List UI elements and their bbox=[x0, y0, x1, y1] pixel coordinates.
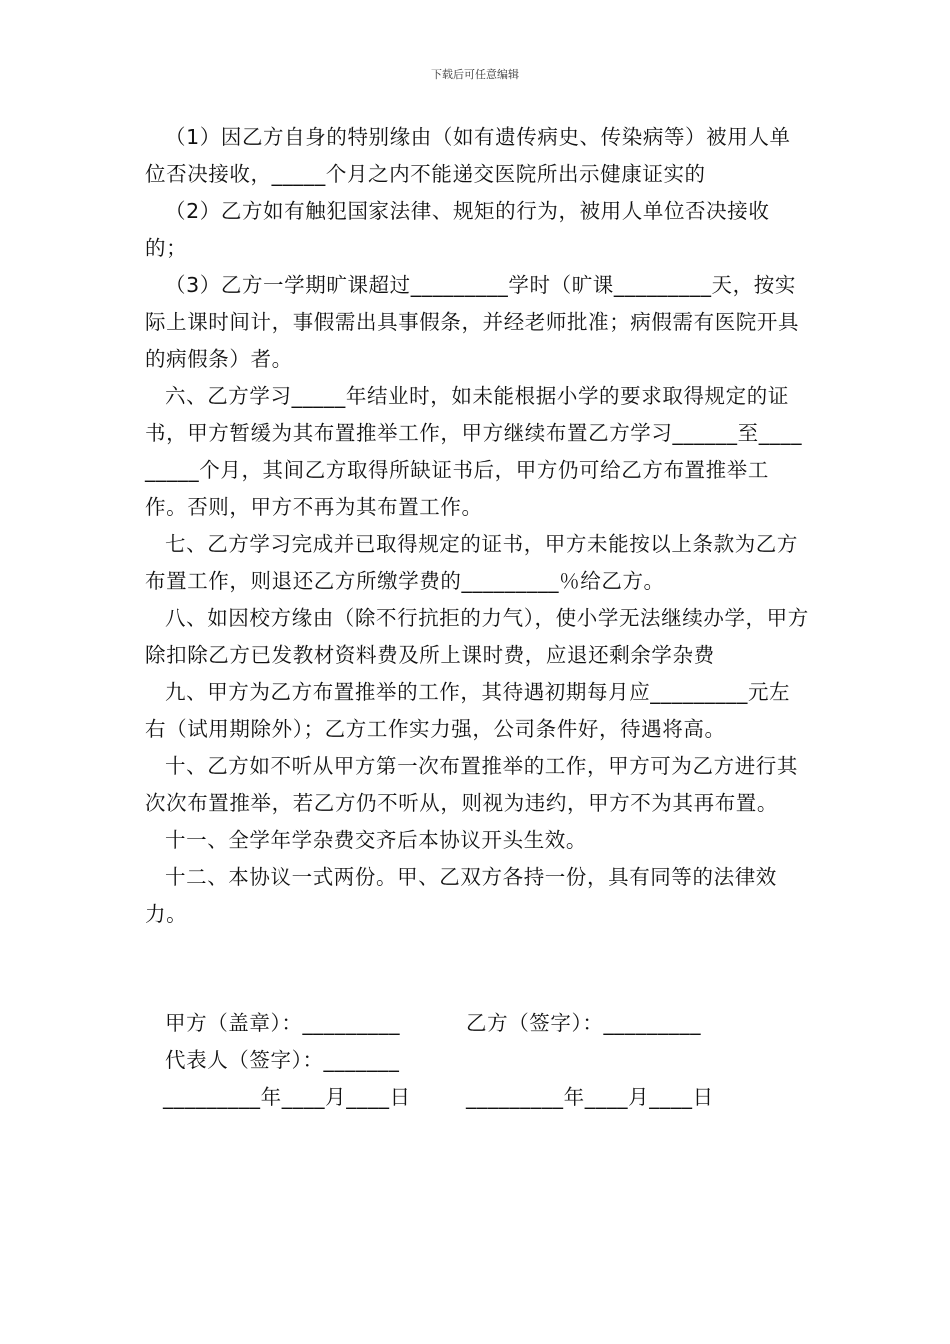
clause-paragraph: （1）因乙方自身的特别缘由（如有遗传病史、传染病等）被用人单位否决接收，_____个月之内不能递交医院所出示健康证实的 bbox=[145, 125, 791, 186]
page-header: 下载后可任意编辑 bbox=[431, 68, 519, 81]
party-b-signature-line: 乙方（签字）：_________ bbox=[466, 1011, 702, 1035]
clause-paragraph: 七、乙方学习完成并已取得规定的证书，甲方未能按以上条款为乙方布置工作，则退还乙方所缴学费的_________％给乙方。 bbox=[145, 532, 798, 593]
party-b-date-line: _________年____月____日 bbox=[466, 1085, 714, 1109]
clause-paragraph: 十二、本协议一式两份。甲、乙双方各持一份，具有同等的法律效力。 bbox=[145, 865, 777, 926]
clause-paragraph: 十、乙方如不听从甲方第一次布置推举的工作，甲方可为乙方进行其次次布置推举，若乙方仍不听从，则视为违约，甲方不为其再布置。 bbox=[145, 754, 798, 815]
document-body bbox=[145, 119, 810, 933]
party-a-seal-line: 甲方（盖章）：_________ bbox=[165, 1011, 401, 1035]
clause-paragraph: （3）乙方一学期旷课超过_________学时（旷课_________天，按实际上课时间计，事假需出具事假条，并经老师批准；病假需有医院开具的病假条）者。 bbox=[145, 273, 800, 371]
representative-signature-line: 代表人（签字）：_______ bbox=[165, 1048, 400, 1072]
clause-paragraph: 十一、全学年学杂费交齐后本协议开头生效。 bbox=[165, 828, 587, 852]
clause-paragraph: 六、乙方学习_____年结业时，如未能根据小学的要求取得规定的证书，甲方暂缓为其布置推举工作，甲方继续布置乙方学习______至_________个月，其间乙方取得所缺证书后，甲方仍可给乙方布置推举工作。否则，甲方不再为其布置工作。 bbox=[145, 384, 803, 519]
clause-paragraph: （2）乙方如有触犯国家法律、规矩的行为，被用人单位否决接收的； bbox=[145, 199, 770, 260]
party-a-date-line: _________年____月____日 bbox=[163, 1085, 411, 1109]
clause-paragraph: 九、甲方为乙方布置推举的工作，其待遇初期每月应_________元左右（试用期除外）；乙方工作实力强，公司条件好，待遇将高。 bbox=[145, 680, 791, 741]
clause-paragraph: 八、如因校方缘由（除不行抗拒的力气），使小学无法继续办学，甲方除扣除乙方已发教材资料费及所上课时费，应退还剩余学杂费 bbox=[145, 606, 809, 667]
